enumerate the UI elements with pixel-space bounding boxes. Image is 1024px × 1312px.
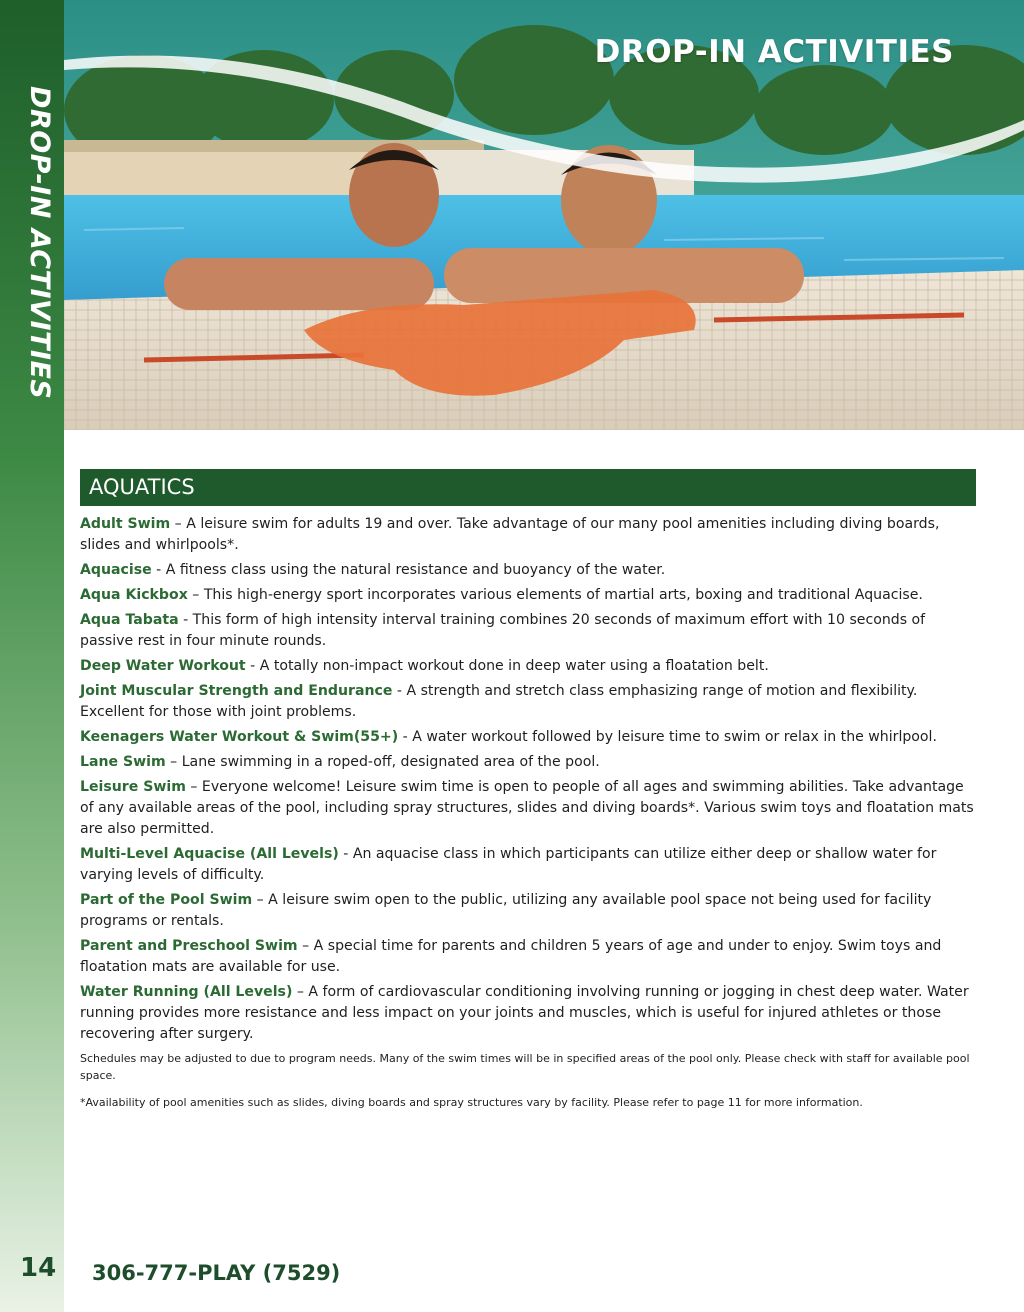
schedule-note: Schedules may be adjusted to due to program needs. Many of the swim times will be in specified areas of the pool only. Please check with staff for available pool space.: [80, 1052, 970, 1082]
activity-term: Deep Water Workout: [80, 658, 246, 674]
activity-entry: [80, 777, 980, 840]
activity-sep: –: [170, 516, 187, 532]
contact-phone: 306-777-PLAY (7529): [92, 1261, 341, 1285]
activity-entry: [80, 890, 980, 932]
activity-entry: [80, 681, 980, 723]
activity-list: [80, 514, 980, 1111]
activity-term: Aquacise: [80, 562, 152, 578]
activity-sep: –: [252, 892, 269, 908]
activity-term: Multi-Level Aquacise (All Levels): [80, 846, 339, 862]
section-header-bar: [80, 469, 976, 506]
activity-term: Parent and Preschool Swim: [80, 938, 298, 954]
activity-description: This form of high intensity interval training combines 20 seconds of maximum effort with 10 seconds of passive rest in four minute rounds.: [80, 612, 926, 649]
hero-photo: [64, 0, 1024, 430]
activity-sep: -: [338, 846, 353, 862]
activity-description: A totally non-impact workout done in deep water using a floatation belt.: [259, 658, 769, 674]
section-title: AQUATICS: [89, 475, 195, 499]
activity-term: Adult Swim: [80, 516, 171, 532]
activity-sep: -: [151, 562, 166, 578]
activity-description: A strength and stretch class emphasizing range of motion and flexibility. Excellent for those with joint problems.: [80, 683, 918, 720]
activity-entry: [80, 610, 980, 652]
activity-sep: –: [297, 938, 314, 954]
activity-description: Lane swimming in a roped-off, designated area of the pool.: [181, 754, 600, 770]
amenities-footnote: *Availability of pool amenities such as slides, diving boards and spray structures vary by facility. Please refer to page 11 for more information.: [80, 1096, 863, 1109]
activity-description: A special time for parents and children 5 years of age and under to enjoy. Swim toys and floatation mats are available for use.: [80, 938, 942, 975]
activity-sep: –: [165, 754, 182, 770]
activity-description: A leisure swim for adults 19 and over. Take advantage of our many pool amenities including diving boards, slides and whirlpools*.: [80, 516, 940, 553]
activity-entry: [80, 560, 980, 581]
activity-entry: [80, 936, 980, 978]
activity-entry: [80, 727, 980, 748]
hero-title: DROP-IN ACTIVITIES: [594, 34, 954, 70]
activity-description: A leisure swim open to the public, utilizing any available pool space not being used for facility programs or rentals.: [80, 892, 932, 929]
activity-sep: –: [187, 587, 204, 603]
activity-sep: -: [392, 683, 407, 699]
activity-sep: -: [178, 612, 193, 628]
activity-description: This high-energy sport incorporates various elements of martial arts, boxing and traditional Aquacise.: [203, 587, 923, 603]
activity-term: Joint Muscular Strength and Endurance: [80, 683, 393, 699]
activity-description: A form of cardiovascular conditioning involving running or jogging in chest deep water. Water running provides more resistance and less impact on your joints and muscles, which is useful for injured athletes or those recovering after surgery.: [80, 984, 969, 1042]
page-number: 14: [20, 1253, 57, 1283]
activity-description: A fitness class using the natural resistance and buoyancy of the water.: [165, 562, 666, 578]
activity-term: Aqua Tabata: [80, 612, 179, 628]
activity-description: A water workout followed by leisure time to swim or relax in the whirlpool.: [412, 729, 937, 745]
activity-term: Leisure Swim: [80, 779, 186, 795]
activity-entry: [80, 514, 980, 556]
activity-term: Lane Swim: [80, 754, 166, 770]
activity-entry: [80, 656, 980, 677]
activity-entry: [80, 585, 980, 606]
activity-entry: [80, 752, 980, 773]
activity-term: Part of the Pool Swim: [80, 892, 253, 908]
activity-description: Everyone welcome! Leisure swim time is open to people of all ages and swimming abilities. Take advantage of any available areas of the pool, including spray structures, slides and diving boards*. Various swim toys and floatation mats are also permitted.: [80, 779, 974, 837]
activity-sep: –: [292, 984, 309, 1000]
side-title: DROP-IN ACTIVITIES: [24, 86, 55, 400]
side-band: [0, 0, 64, 1312]
activity-entry: [80, 982, 980, 1045]
activity-term: Keenagers Water Workout & Swim(55+): [80, 729, 399, 745]
activity-sep: -: [398, 729, 413, 745]
activity-description: An aquacise class in which participants can utilize either deep or shallow water for varying levels of difficulty.: [80, 846, 937, 883]
activity-entry: [80, 844, 980, 886]
activity-term: Water Running (All Levels): [80, 984, 293, 1000]
activity-sep: –: [185, 779, 202, 795]
activity-term: Aqua Kickbox: [80, 587, 188, 603]
activity-sep: -: [245, 658, 260, 674]
